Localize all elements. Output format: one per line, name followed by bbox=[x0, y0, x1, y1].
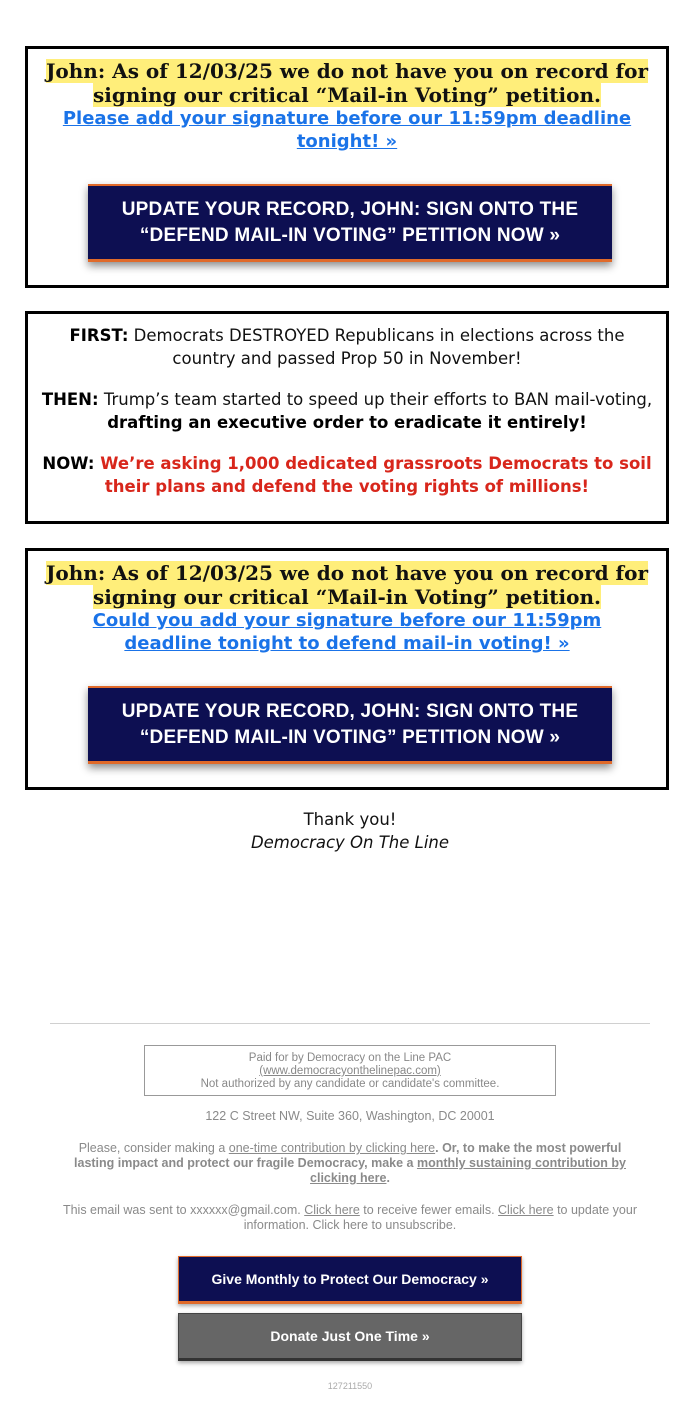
sign-petition-button[interactable]: UPDATE YOUR RECORD, JOHN: SIGN ONTO THE “DEFEND MAIL-IN VOTING” PETITION NOW » bbox=[88, 184, 612, 262]
then-text: Trump’s team started to speed up their efforts to BAN mail-voting, bbox=[98, 390, 653, 409]
petition-box-bottom bbox=[25, 548, 669, 790]
fewer-emails-link[interactable]: Click here bbox=[304, 1203, 360, 1217]
pac-website-link[interactable]: (www.democracyonthelinepac.com) bbox=[259, 1065, 441, 1077]
headline bbox=[28, 59, 666, 107]
footer-divider bbox=[50, 1023, 650, 1024]
then-label: THEN: bbox=[41, 390, 99, 409]
consider-end: . bbox=[386, 1171, 390, 1185]
update-info-link[interactable]: Click here bbox=[498, 1203, 554, 1217]
first-label: FIRST: bbox=[69, 326, 129, 345]
signoff-org: Democracy On The Line bbox=[250, 833, 450, 852]
update-info-text: to update your information. Click here to unsubscribe. bbox=[243, 1203, 638, 1232]
headline-line-1: John: As of 12/03/25 we do not have you on record for bbox=[45, 561, 649, 585]
now-label: NOW: bbox=[42, 454, 95, 473]
headline-line-2: signing our critical “Mail-in Voting” petition. bbox=[93, 83, 601, 107]
now-text: We’re asking 1,000 dedicated grassroots Democrats to soil their plans and defend the voting rights of millions! bbox=[94, 454, 652, 496]
petition-box-top bbox=[25, 46, 669, 288]
email-preferences bbox=[60, 1203, 640, 1233]
add-signature-link[interactable]: Please add your signature before our 11:59pm deadline tonight! » bbox=[62, 108, 632, 152]
story-first bbox=[40, 324, 654, 370]
sign-petition-button[interactable]: UPDATE YOUR RECORD, JOHN: SIGN ONTO THE “DEFEND MAIL-IN VOTING” PETITION NOW » bbox=[88, 686, 612, 764]
consider-mid: . Or, to make the most powerful lasting impact and protect our fragile Democracy, make a bbox=[74, 1141, 622, 1170]
story-box bbox=[25, 311, 669, 524]
headline-line-2: signing our critical “Mail-in Voting” petition. bbox=[93, 585, 601, 609]
then-bold-text: drafting an executive order to eradicate it entirely! bbox=[107, 413, 587, 432]
first-text: Democrats DESTROYED Republicans in elections across the country and passed Prop 50 in November! bbox=[128, 326, 625, 368]
email-code: 127211550 bbox=[327, 1381, 373, 1391]
headline bbox=[28, 561, 666, 609]
sent-to-text: This email was sent to xxxxxx@gmail.com. bbox=[62, 1203, 305, 1217]
mailing-address: 122 C Street NW, Suite 360, Washington, DC 20001 bbox=[205, 1109, 495, 1123]
paid-for-disclaimer bbox=[144, 1045, 556, 1096]
story-then bbox=[40, 388, 654, 434]
add-signature-link[interactable]: Could you add your signature before our 11:59pm deadline tonight to defend mail-in voting! » bbox=[92, 610, 602, 654]
not-authorized-text: Not authorized by any candidate or candidate's committee. bbox=[200, 1078, 500, 1090]
thank-you-text: Thank you! bbox=[303, 810, 397, 829]
signoff bbox=[0, 808, 700, 854]
paid-for-text: Paid for by Democracy on the Line PAC bbox=[248, 1052, 452, 1064]
fewer-emails-text: to receive fewer emails. bbox=[359, 1203, 499, 1217]
monthly-contribution-link[interactable]: monthly sustaining contribution by clicking here bbox=[310, 1156, 626, 1185]
donate-one-time-button[interactable]: Donate Just One Time » bbox=[178, 1313, 522, 1361]
give-monthly-button[interactable]: Give Monthly to Protect Our Democracy » bbox=[178, 1256, 522, 1304]
story-text bbox=[40, 324, 654, 498]
headline-line-1: John: As of 12/03/25 we do not have you on record for bbox=[45, 59, 649, 83]
one-time-contribution-link[interactable]: one-time contribution by clicking here bbox=[228, 1141, 436, 1155]
story-now bbox=[40, 452, 654, 498]
contribution-prompt bbox=[60, 1141, 640, 1186]
consider-prefix: Please, consider making a bbox=[78, 1141, 229, 1155]
